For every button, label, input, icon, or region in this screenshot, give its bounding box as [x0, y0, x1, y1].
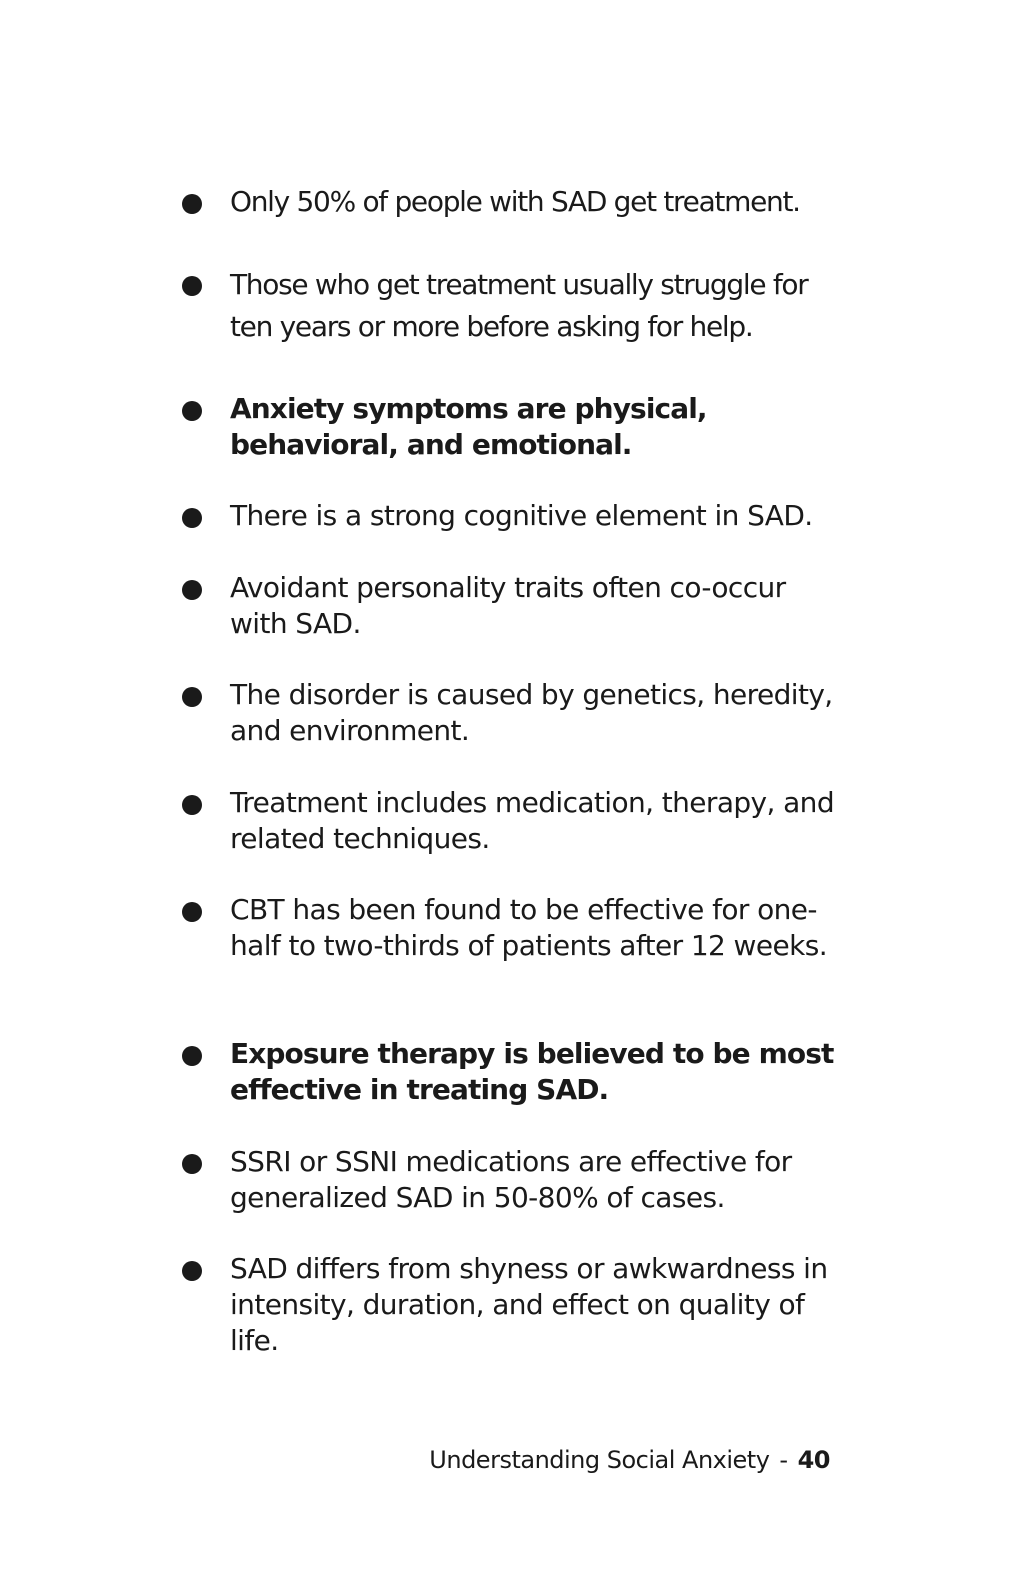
bullet-icon — [182, 580, 202, 600]
page-number: 40 — [797, 1446, 830, 1474]
bullet-icon — [182, 1046, 202, 1066]
bullet-text: Treatment includes medication, therapy, and related techniques. — [230, 786, 834, 855]
bullet-icon — [182, 795, 202, 815]
bullet-icon — [182, 1154, 202, 1174]
bullet-text: Exposure therapy is believed to be most effective in treating SAD. — [230, 1037, 834, 1106]
bullet-icon — [182, 687, 202, 707]
bullet-text: There is a strong cognitive element in SAD. — [230, 499, 813, 532]
bullet-icon — [182, 401, 202, 421]
bullet-icon — [182, 194, 202, 214]
bullet-icon — [182, 902, 202, 922]
bullet-text: Avoidant personality traits often co-occur with SAD. — [230, 571, 786, 640]
bullet-icon — [182, 276, 202, 296]
bullet-text: SSRI or SSNI medications are effective for generalized SAD in 50-80% of cases. — [230, 1145, 792, 1214]
footer-separator: - — [779, 1446, 788, 1474]
bullet-text: The disorder is caused by genetics, heredity, and environment. — [230, 678, 833, 747]
bullet-text: Only 50% of people with SAD get treatment. — [230, 185, 800, 218]
bullet-text: CBT has been found to be effective for one-half to two-thirds of patients after 12 weeks. — [230, 893, 828, 962]
bullet-text: Anxiety symptoms are physical, behavioral, and emotional. — [230, 392, 707, 461]
page-footer — [429, 1446, 830, 1474]
bullet-icon — [182, 1261, 202, 1281]
book-title: Understanding Social Anxiety — [429, 1446, 770, 1474]
bullet-text: Those who get treatment usually struggle for ten years or more before asking for help. — [230, 268, 808, 343]
bullet-text: SAD differs from shyness or awkwardness in intensity, duration, and effect on quality of life. — [230, 1252, 828, 1357]
bullet-icon — [182, 508, 202, 528]
